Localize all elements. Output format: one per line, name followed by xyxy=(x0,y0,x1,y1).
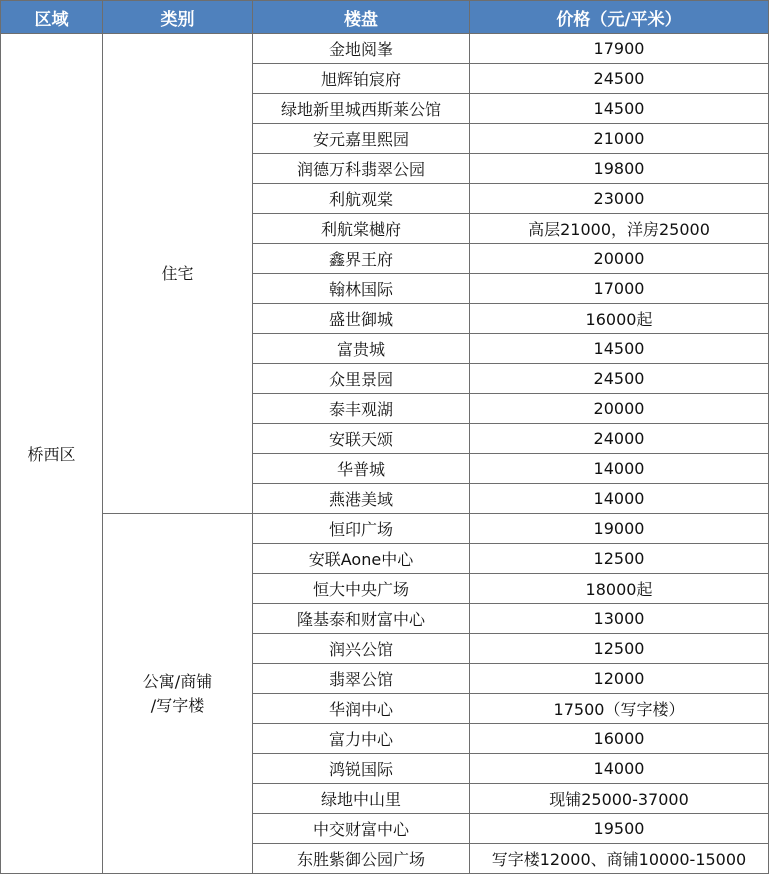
price-cell: 13000 xyxy=(470,604,769,634)
price-cell: 21000 xyxy=(470,124,769,154)
project-name-cell: 泰丰观湖 xyxy=(253,394,470,424)
price-cell: 24500 xyxy=(470,64,769,94)
price-cell: 18000起 xyxy=(470,574,769,604)
header-price: 价格（元/平米） xyxy=(470,1,769,34)
project-name-cell: 富贵城 xyxy=(253,334,470,364)
category-label-line: /写字楼 xyxy=(150,695,205,715)
category-cell xyxy=(103,34,253,514)
price-cell: 14000 xyxy=(470,454,769,484)
category-label-line: 公寓/商铺 xyxy=(142,671,213,691)
price-cell: 19500 xyxy=(470,814,769,844)
table-body xyxy=(1,34,769,874)
price-cell: 17000 xyxy=(470,274,769,304)
project-name-cell: 华润中心 xyxy=(253,694,470,724)
price-cell: 高层21000，洋房25000 xyxy=(470,214,769,244)
header-category: 类别 xyxy=(103,1,253,34)
category-cell xyxy=(103,514,253,874)
price-cell: 12500 xyxy=(470,634,769,664)
project-name-cell: 鑫界王府 xyxy=(253,244,470,274)
price-cell: 14500 xyxy=(470,94,769,124)
project-name-cell: 燕港美域 xyxy=(253,484,470,514)
price-cell: 写字楼12000、商铺10000-15000 xyxy=(470,844,769,874)
price-cell: 23000 xyxy=(470,184,769,214)
project-name-cell: 东胜紫御公园广场 xyxy=(253,844,470,874)
project-name-cell: 润德万科翡翠公园 xyxy=(253,154,470,184)
project-name-cell: 润兴公馆 xyxy=(253,634,470,664)
header-region: 区域 xyxy=(1,1,103,34)
project-name-cell: 绿地中山里 xyxy=(253,784,470,814)
price-cell: 17900 xyxy=(470,34,769,64)
price-cell: 现铺25000-37000 xyxy=(470,784,769,814)
region-cell: 桥西区 xyxy=(1,34,103,874)
project-name-cell: 华普城 xyxy=(253,454,470,484)
project-name-cell: 富力中心 xyxy=(253,724,470,754)
project-name-cell: 翰林国际 xyxy=(253,274,470,304)
table-row xyxy=(1,514,769,544)
project-name-cell: 利航棠樾府 xyxy=(253,214,470,244)
price-cell: 14000 xyxy=(470,754,769,784)
project-name-cell: 利航观棠 xyxy=(253,184,470,214)
price-cell: 16000 xyxy=(470,724,769,754)
project-name-cell: 旭辉铂宸府 xyxy=(253,64,470,94)
price-cell: 14500 xyxy=(470,334,769,364)
price-cell: 12500 xyxy=(470,544,769,574)
price-cell: 20000 xyxy=(470,244,769,274)
project-name-cell: 恒印广场 xyxy=(253,514,470,544)
price-cell: 14000 xyxy=(470,484,769,514)
project-name-cell: 盛世御城 xyxy=(253,304,470,334)
price-cell: 20000 xyxy=(470,394,769,424)
header-project: 楼盘 xyxy=(253,1,470,34)
project-name-cell: 中交财富中心 xyxy=(253,814,470,844)
project-name-cell: 恒大中央广场 xyxy=(253,574,470,604)
table-row xyxy=(1,34,769,64)
project-name-cell: 绿地新里城西斯莱公馆 xyxy=(253,94,470,124)
price-cell: 12000 xyxy=(470,664,769,694)
price-cell: 19000 xyxy=(470,514,769,544)
project-name-cell: 安联Aone中心 xyxy=(253,544,470,574)
category-label-line: 住宅 xyxy=(161,263,194,283)
header-row xyxy=(1,1,769,34)
project-name-cell: 翡翠公馆 xyxy=(253,664,470,694)
project-name-cell: 鸿锐国际 xyxy=(253,754,470,784)
price-cell: 16000起 xyxy=(470,304,769,334)
project-name-cell: 众里景园 xyxy=(253,364,470,394)
price-cell: 24000 xyxy=(470,424,769,454)
project-name-cell: 金地阅峯 xyxy=(253,34,470,64)
price-cell: 17500（写字楼） xyxy=(470,694,769,724)
price-cell: 19800 xyxy=(470,154,769,184)
project-name-cell: 安元嘉里熙园 xyxy=(253,124,470,154)
price-cell: 24500 xyxy=(470,364,769,394)
project-name-cell: 安联天颂 xyxy=(253,424,470,454)
project-name-cell: 隆基泰和财富中心 xyxy=(253,604,470,634)
